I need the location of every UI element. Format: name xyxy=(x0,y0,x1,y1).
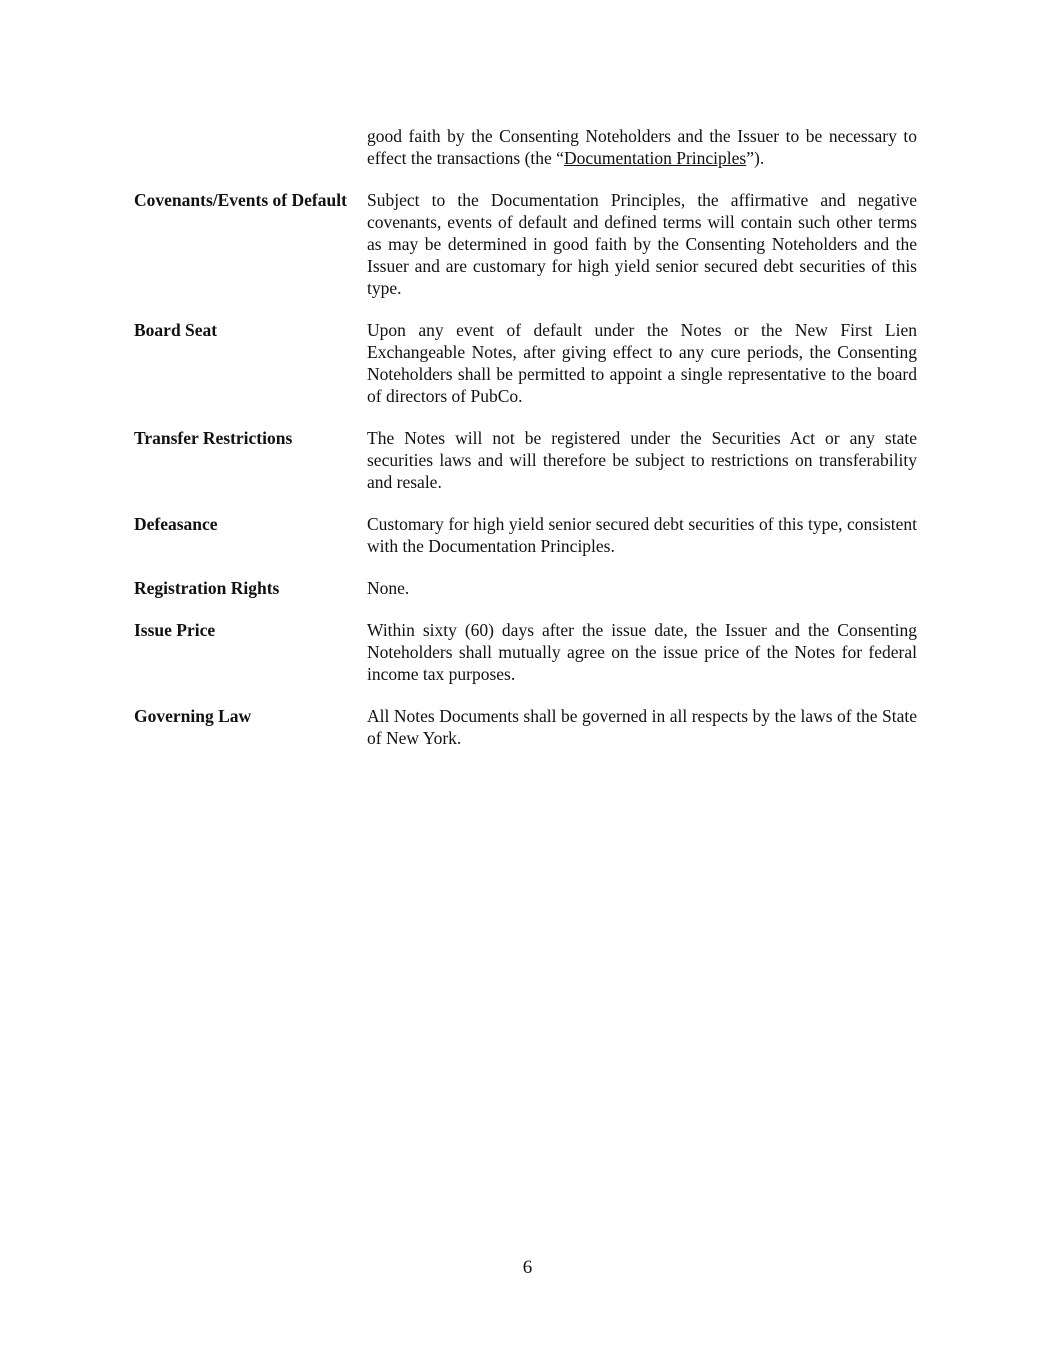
term-row-registration-rights xyxy=(134,577,917,599)
term-row-governing-law xyxy=(134,705,917,749)
term-text: None. xyxy=(367,578,410,598)
term-row-covenants xyxy=(134,189,917,299)
term-text: Upon any event of default under the Notes or the New First Lien Exchangeable Notes, after giving effect to any cure periods, the Consenting Noteholders shall be permitted to appoint a single representative to the board of directors of PubCo. xyxy=(367,320,917,406)
defined-term-documentation-principles: Documentation Principles xyxy=(563,148,747,168)
term-row-board-seat xyxy=(134,319,917,407)
term-label: Governing Law xyxy=(134,706,252,726)
term-sheet-list xyxy=(134,189,917,769)
term-text: All Notes Documents shall be governed in all respects by the laws of the State of New York. xyxy=(367,706,917,748)
page-number: 6 xyxy=(522,1257,533,1278)
term-text: The Notes will not be registered under the Securities Act or any state securities laws and will therefore be subject to restrictions on transferability and resale. xyxy=(367,428,917,492)
term-text: Within sixty (60) days after the issue date, the Issuer and the Consenting Noteholders shall mutually agree on the issue price of the Notes for federal income tax purposes. xyxy=(367,620,917,684)
term-row-transfer-restrictions xyxy=(134,427,917,493)
term-text: Subject to the Documentation Principles, the affirmative and negative covenants, events of default and defined terms will contain such other terms as may be determined in good faith by the Consenting Noteholders and the Issuer and are customary for high yield senior secured debt securities of this type. xyxy=(367,190,917,298)
term-label: Defeasance xyxy=(134,514,218,534)
term-row-issue-price xyxy=(134,619,917,685)
term-label: Issue Price xyxy=(134,620,216,640)
continuation-text-before: good faith by the Consenting Noteholders and the Issuer to be necessary to effect the transactions (the “ xyxy=(367,126,917,168)
term-text: Customary for high yield senior secured debt securities of this type, consistent with the Documentation Principles. xyxy=(367,514,917,556)
term-label: Transfer Restrictions xyxy=(134,428,293,448)
term-label: Covenants/Events of Default xyxy=(134,190,347,210)
term-row-defeasance xyxy=(134,513,917,557)
term-label: Board Seat xyxy=(134,320,218,340)
term-label: Registration Rights xyxy=(134,578,280,598)
continuation-text-after: ”). xyxy=(746,148,765,168)
continuation-paragraph xyxy=(367,125,917,169)
